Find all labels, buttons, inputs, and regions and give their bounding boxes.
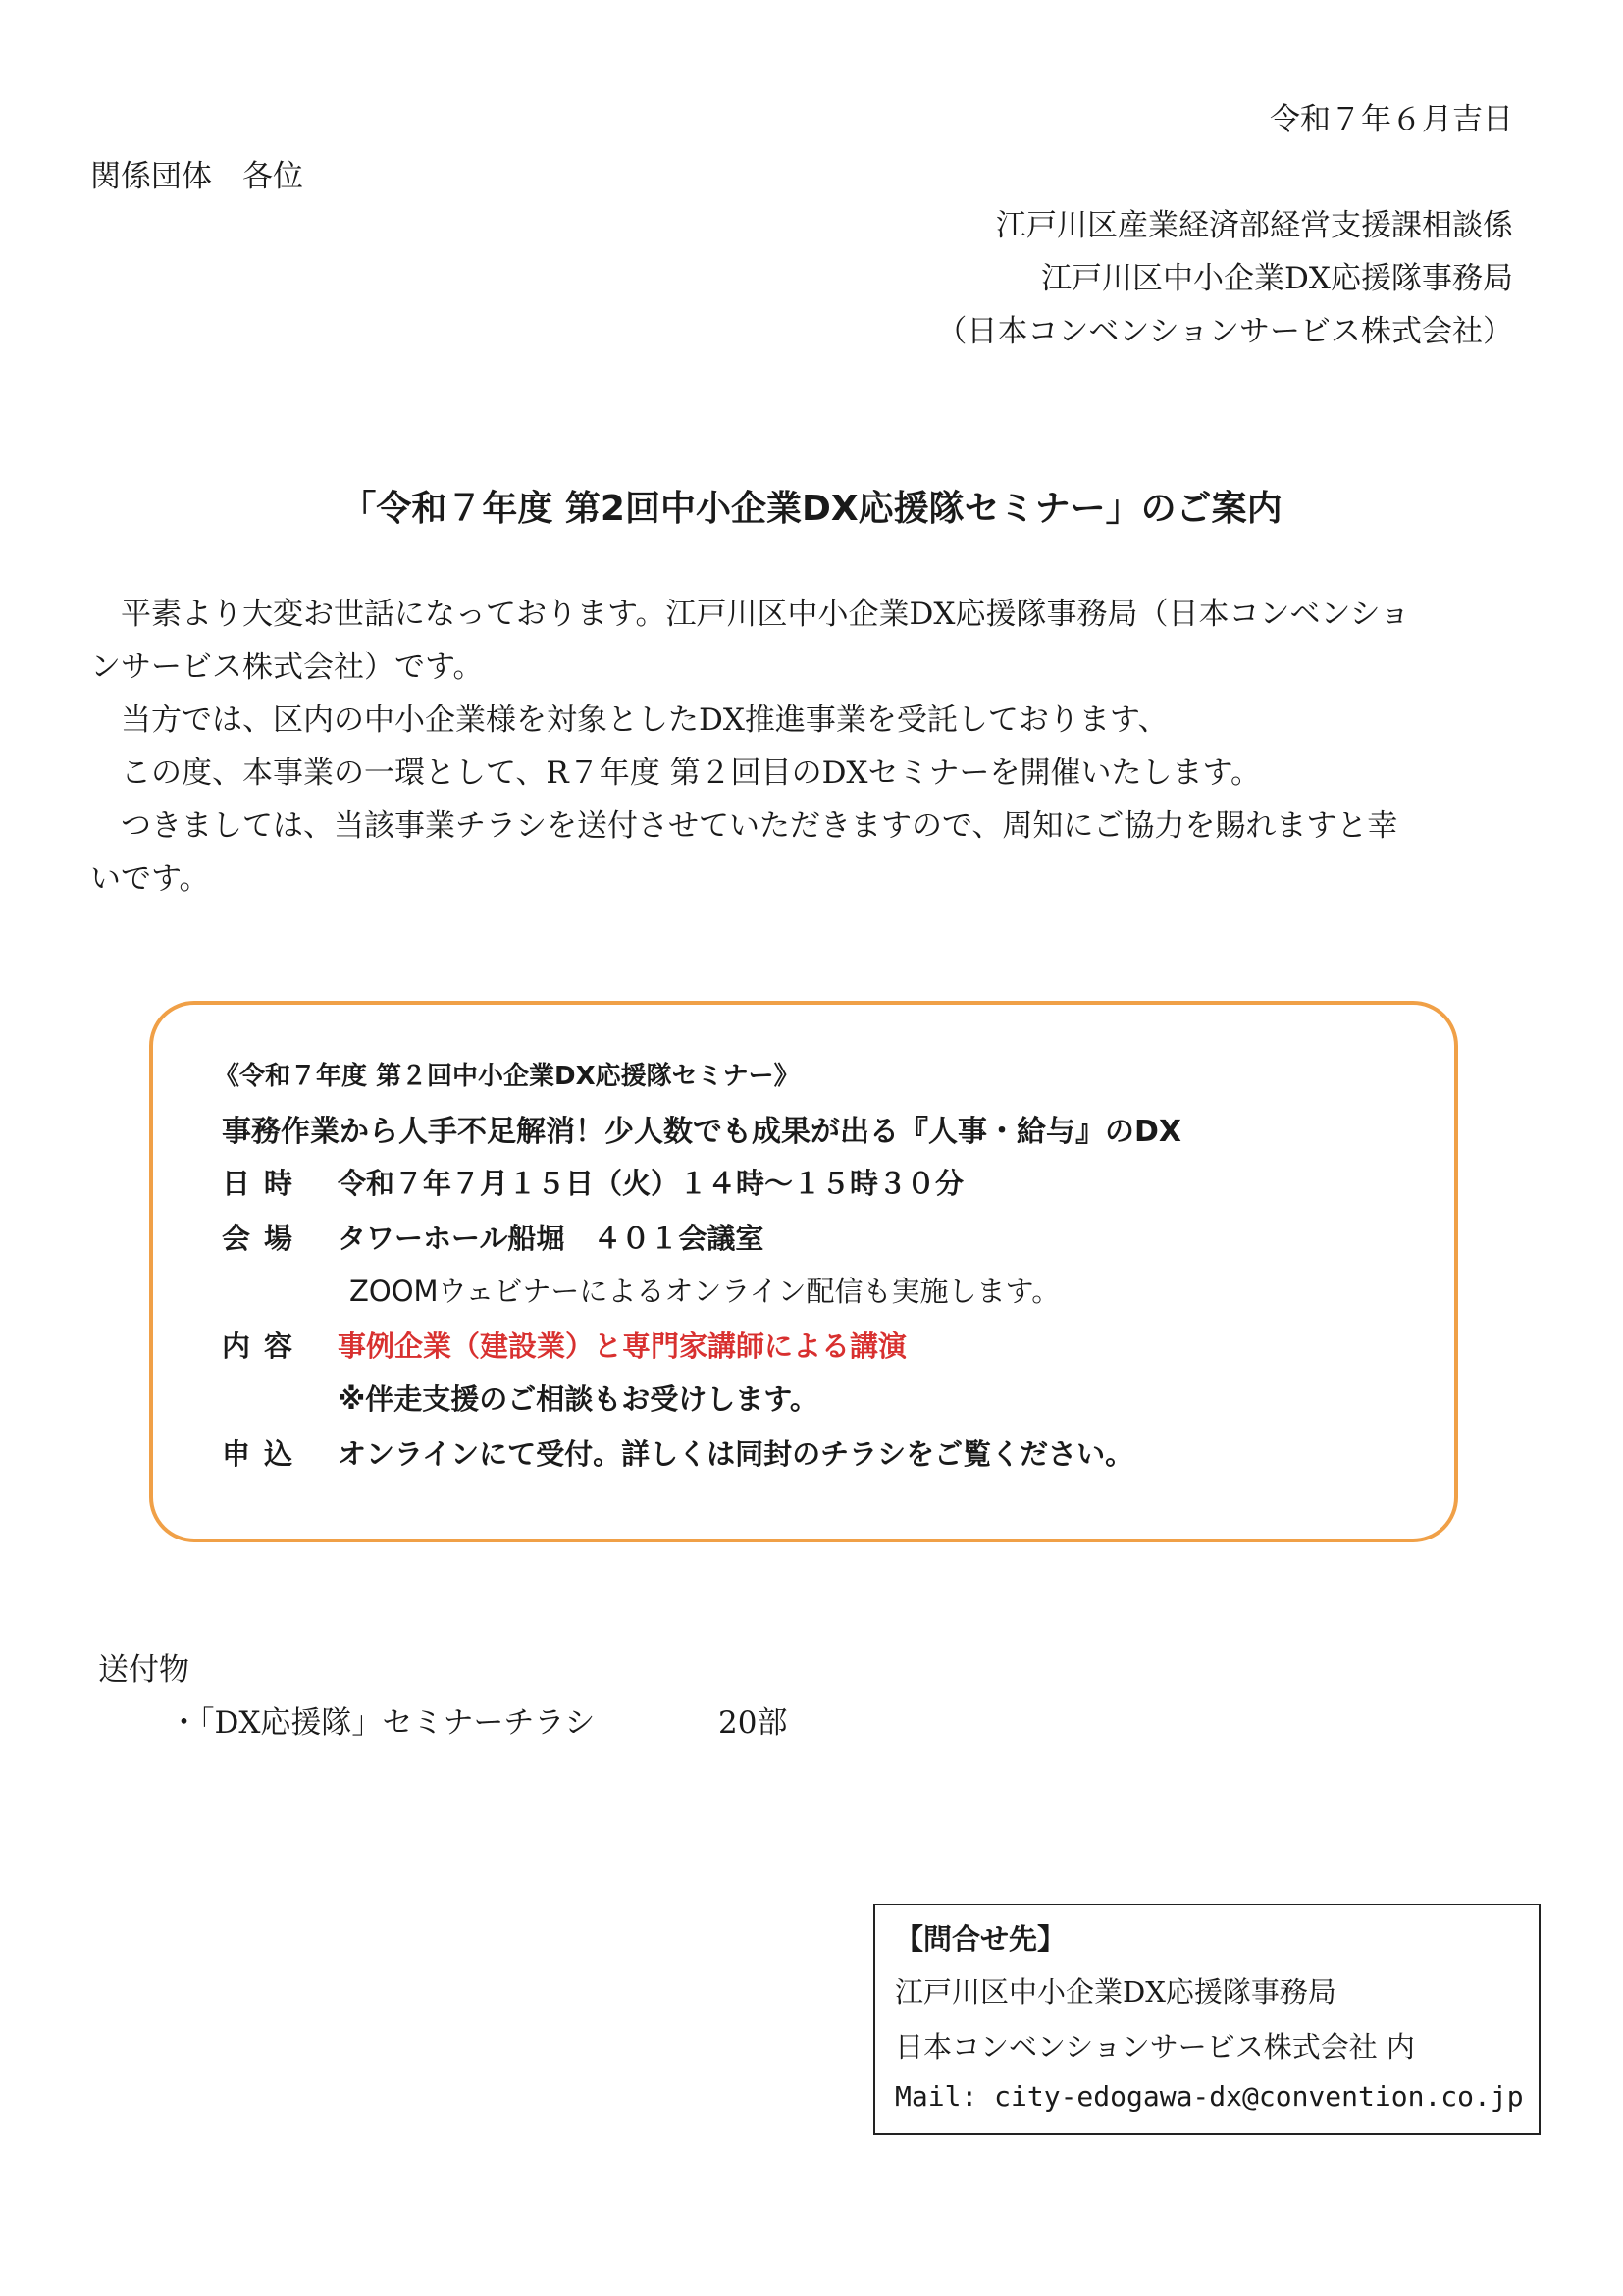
contact-company: 日本コンベンションサービス株式会社 内 <box>895 2030 1415 2063</box>
issue-date: 令和７年６月吉日 <box>1270 102 1513 137</box>
body-line: 平素より大変お世話になっております。江戸川区中小企業DX応援隊事務局（日本コンベンショ <box>90 597 1411 632</box>
contact-office: 江戸川区中小企業DX応援隊事務局 <box>895 1975 1336 2009</box>
body-line: 当方では、区内の中小企業様を対象としたDX推進事業を受託しております、 <box>90 703 1169 738</box>
enclosure-label: 送付物 <box>98 1652 189 1688</box>
value-datetime: 令和７年７月１５日（火）１４時～１５時３０分 <box>338 1167 965 1200</box>
body-line: この度、本事業の一環として、R７年度 第２回目のDXセミナーを開催いたします。 <box>90 756 1262 791</box>
contact-heading: 【問合せ先】 <box>895 1922 1067 1956</box>
value-content: 事例企業（建設業）と専門家講師による講演 <box>338 1330 908 1363</box>
value-venue-online: ZOOMウェビナーによるオンライン配信も実施します。 <box>349 1275 1061 1308</box>
body-line: ンサービス株式会社）です。 <box>90 650 484 685</box>
label-application: 申込 <box>222 1437 307 1471</box>
value-venue: タワーホール船堀 ４０１会議室 <box>338 1222 764 1255</box>
contact-box <box>873 1904 1541 2135</box>
seminar-subtitle: 事務作業から人手不足解消！少人数でも成果が出る『人事・給与』のDX <box>222 1115 1182 1149</box>
label-venue: 会場 <box>222 1222 307 1255</box>
value-application: オンラインにて受付。詳しくは同封のチラシをご覧ください。 <box>338 1437 1134 1471</box>
sender-line-2: 江戸川区中小企業DX応援隊事務局 <box>1041 261 1513 296</box>
contact-mail[interactable]: Mail: city-edogawa-dx@convention.co.jp <box>895 2080 1524 2113</box>
enclosure-item: ・「DX応援隊」セミナーチラシ <box>169 1705 596 1741</box>
body-line: つきましては、当該事業チラシを送付させていただきますので、周知にご協力を賜れますと幸 <box>90 809 1398 844</box>
seminar-heading: 《令和７年度 第２回中小企業DX応援隊セミナー》 <box>214 1062 800 1091</box>
value-content-note: ※伴走支援のご相談もお受けします。 <box>338 1383 818 1416</box>
label-content: 内容 <box>222 1330 307 1363</box>
body-line: いです。 <box>90 861 210 897</box>
seminar-info-box <box>149 1001 1458 1542</box>
label-datetime: 日時 <box>222 1167 307 1200</box>
document-title: 「令和７年度 第2回中小企業DX応援隊セミナー」のご案内 <box>340 489 1283 529</box>
sender-line-1: 江戸川区産業経済部経営支援課相談係 <box>996 208 1513 243</box>
recipient: 関係団体 各位 <box>90 159 303 194</box>
sender-line-3: （日本コンベンションサービス株式会社） <box>936 314 1513 349</box>
enclosure-count: 20部 <box>718 1705 788 1741</box>
